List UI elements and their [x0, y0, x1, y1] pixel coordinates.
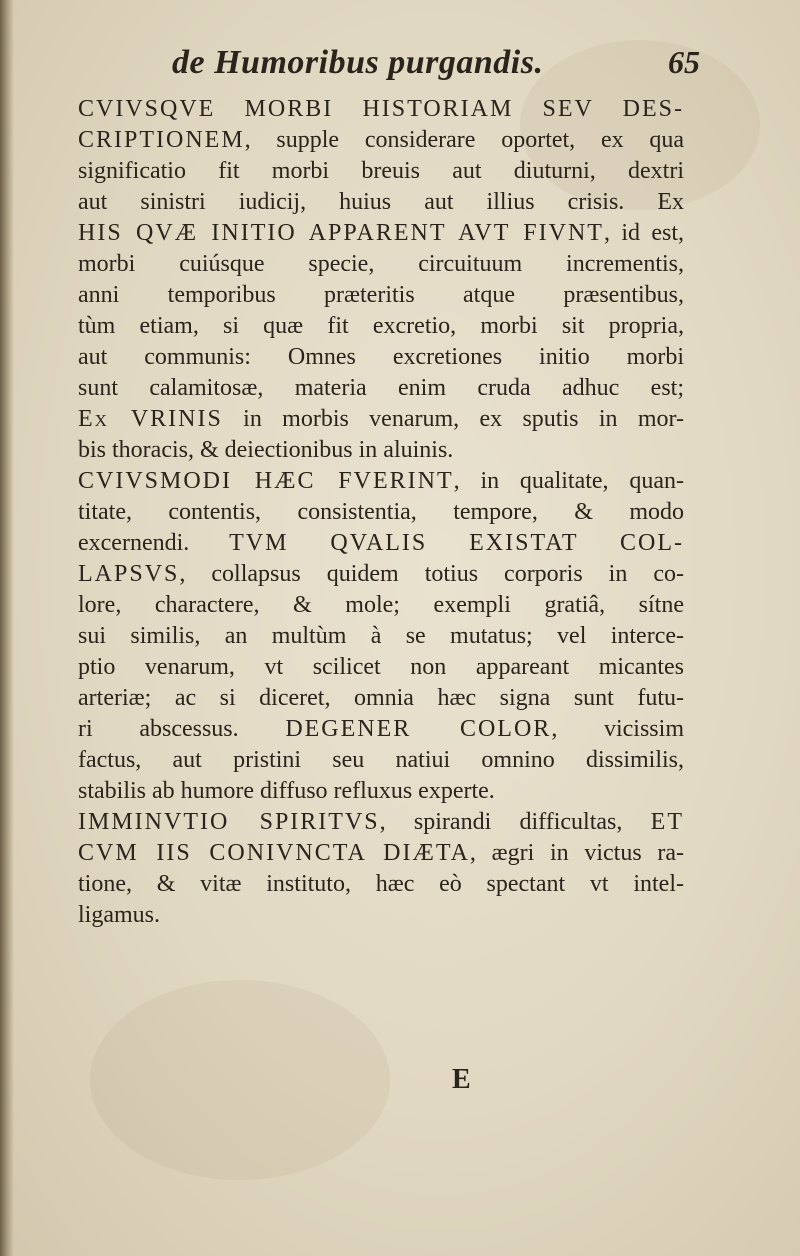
- text-run: tione, & vitæ instituto, hæc eò spectant vt intel-: [78, 871, 684, 897]
- text-run: , ægri in victus ra-: [469, 840, 684, 866]
- text-line: [78, 559, 684, 590]
- text-line: [78, 218, 684, 249]
- text-run: , spirandi difficultas,: [379, 809, 651, 835]
- text-run: anni temporibus præteritis atque præsentibus,: [78, 282, 684, 308]
- text-run: ri abscessus.: [78, 716, 286, 742]
- text-line: [78, 435, 684, 466]
- text-line: [78, 466, 684, 497]
- text-line: [78, 621, 684, 652]
- small-caps-phrase: TVM QVALIS EXISTAT COL-: [229, 530, 684, 556]
- text-line: [78, 528, 684, 559]
- text-line: [78, 745, 684, 776]
- text-run: ptio venarum, vt scilicet non appareant micantes: [78, 654, 684, 680]
- text-line: [78, 807, 684, 838]
- text-run: sui similis, an multùm à se mutatus; vel interce-: [78, 623, 684, 649]
- text-run: , collapsus quidem totius corporis in co-: [179, 561, 684, 587]
- small-caps-phrase: LAPSVS: [78, 561, 180, 587]
- text-line: [78, 652, 684, 683]
- binding-gutter: [0, 0, 14, 1256]
- small-caps-phrase: HIS QVÆ INITIO APPARENT AVT FIVNT: [78, 220, 604, 246]
- text-line: [78, 311, 684, 342]
- text-line: [78, 838, 684, 869]
- running-title: de Humoribus purgandis.: [172, 44, 544, 81]
- text-run: , vicissim: [551, 716, 684, 742]
- text-line: [78, 280, 684, 311]
- small-caps-phrase: IMMINVTIO SPIRITVS: [78, 809, 380, 835]
- text-run: factus, aut pristini seu natiui omnino dissimilis,: [78, 747, 684, 773]
- text-line: [78, 900, 684, 931]
- text-line: [78, 590, 684, 621]
- text-run: in morbis venarum, ex sputis in mor-: [222, 406, 684, 432]
- small-caps-phrase: ET: [650, 809, 684, 835]
- text-run: lore, charactere, & mole; exempli gratiâ, sítne: [78, 592, 684, 618]
- page-number: 65: [668, 44, 700, 80]
- body-text: [78, 94, 684, 931]
- text-line: [78, 497, 684, 528]
- text-line: [78, 683, 684, 714]
- text-run: titate, contentis, consistentia, tempore, & modo: [78, 499, 684, 525]
- text-line: [78, 342, 684, 373]
- text-run: excernendi.: [78, 530, 230, 556]
- small-caps-phrase: CVIVSMODI HÆC FVERINT: [78, 468, 454, 494]
- small-caps-phrase: CVIVSQVE MORBI HISTORIAM SEV DES-: [78, 96, 684, 122]
- text-line: [78, 776, 684, 807]
- text-line: [78, 404, 684, 435]
- text-run: tùm etiam, si quæ fit excretio, morbi sit propria,: [78, 313, 684, 339]
- text-line: [78, 714, 684, 745]
- text-run: aut communis: Omnes excretiones initio morbi: [78, 344, 684, 370]
- text-line: [78, 125, 684, 156]
- catchword: E: [452, 1064, 471, 1095]
- small-caps-phrase: CRIPTIONEM: [78, 127, 245, 153]
- text-line: [78, 187, 684, 218]
- text-line: [78, 249, 684, 280]
- small-caps-phrase: Ex VRINIS: [78, 406, 223, 432]
- text-run: , id est,: [603, 220, 684, 246]
- text-line: [78, 156, 684, 187]
- text-run: ligamus.: [78, 902, 160, 928]
- text-run: sunt calamitosæ, materia enim cruda adhuc est;: [78, 375, 684, 401]
- page-header: [160, 44, 700, 94]
- text-run: bis thoracis, & deiectionibus in aluinis.: [78, 437, 454, 463]
- text-run: arteriæ; ac si diceret, omnia hæc signa sunt futu-: [78, 685, 684, 711]
- paper-stain: [90, 980, 390, 1180]
- text-line: [78, 94, 684, 125]
- text-run: , in qualitate, quan-: [453, 468, 684, 494]
- text-run: aut sinistri iudicij, huius aut illius crisis. Ex: [78, 189, 684, 215]
- text-run: stabilis ab humore diffuso refluxus experte.: [78, 778, 495, 804]
- text-line: [78, 373, 684, 404]
- text-run: morbi cuiúsque specie, circuituum incrementis,: [78, 251, 684, 277]
- text-run: , supple considerare oportet, ex qua: [244, 127, 684, 153]
- text-run: significatio fit morbi breuis aut diuturni, dextri: [78, 158, 684, 184]
- text-line: [78, 869, 684, 900]
- small-caps-phrase: DEGENER COLOR: [285, 716, 552, 742]
- small-caps-phrase: CVM IIS CONIVNCTA DIÆTA: [78, 840, 470, 866]
